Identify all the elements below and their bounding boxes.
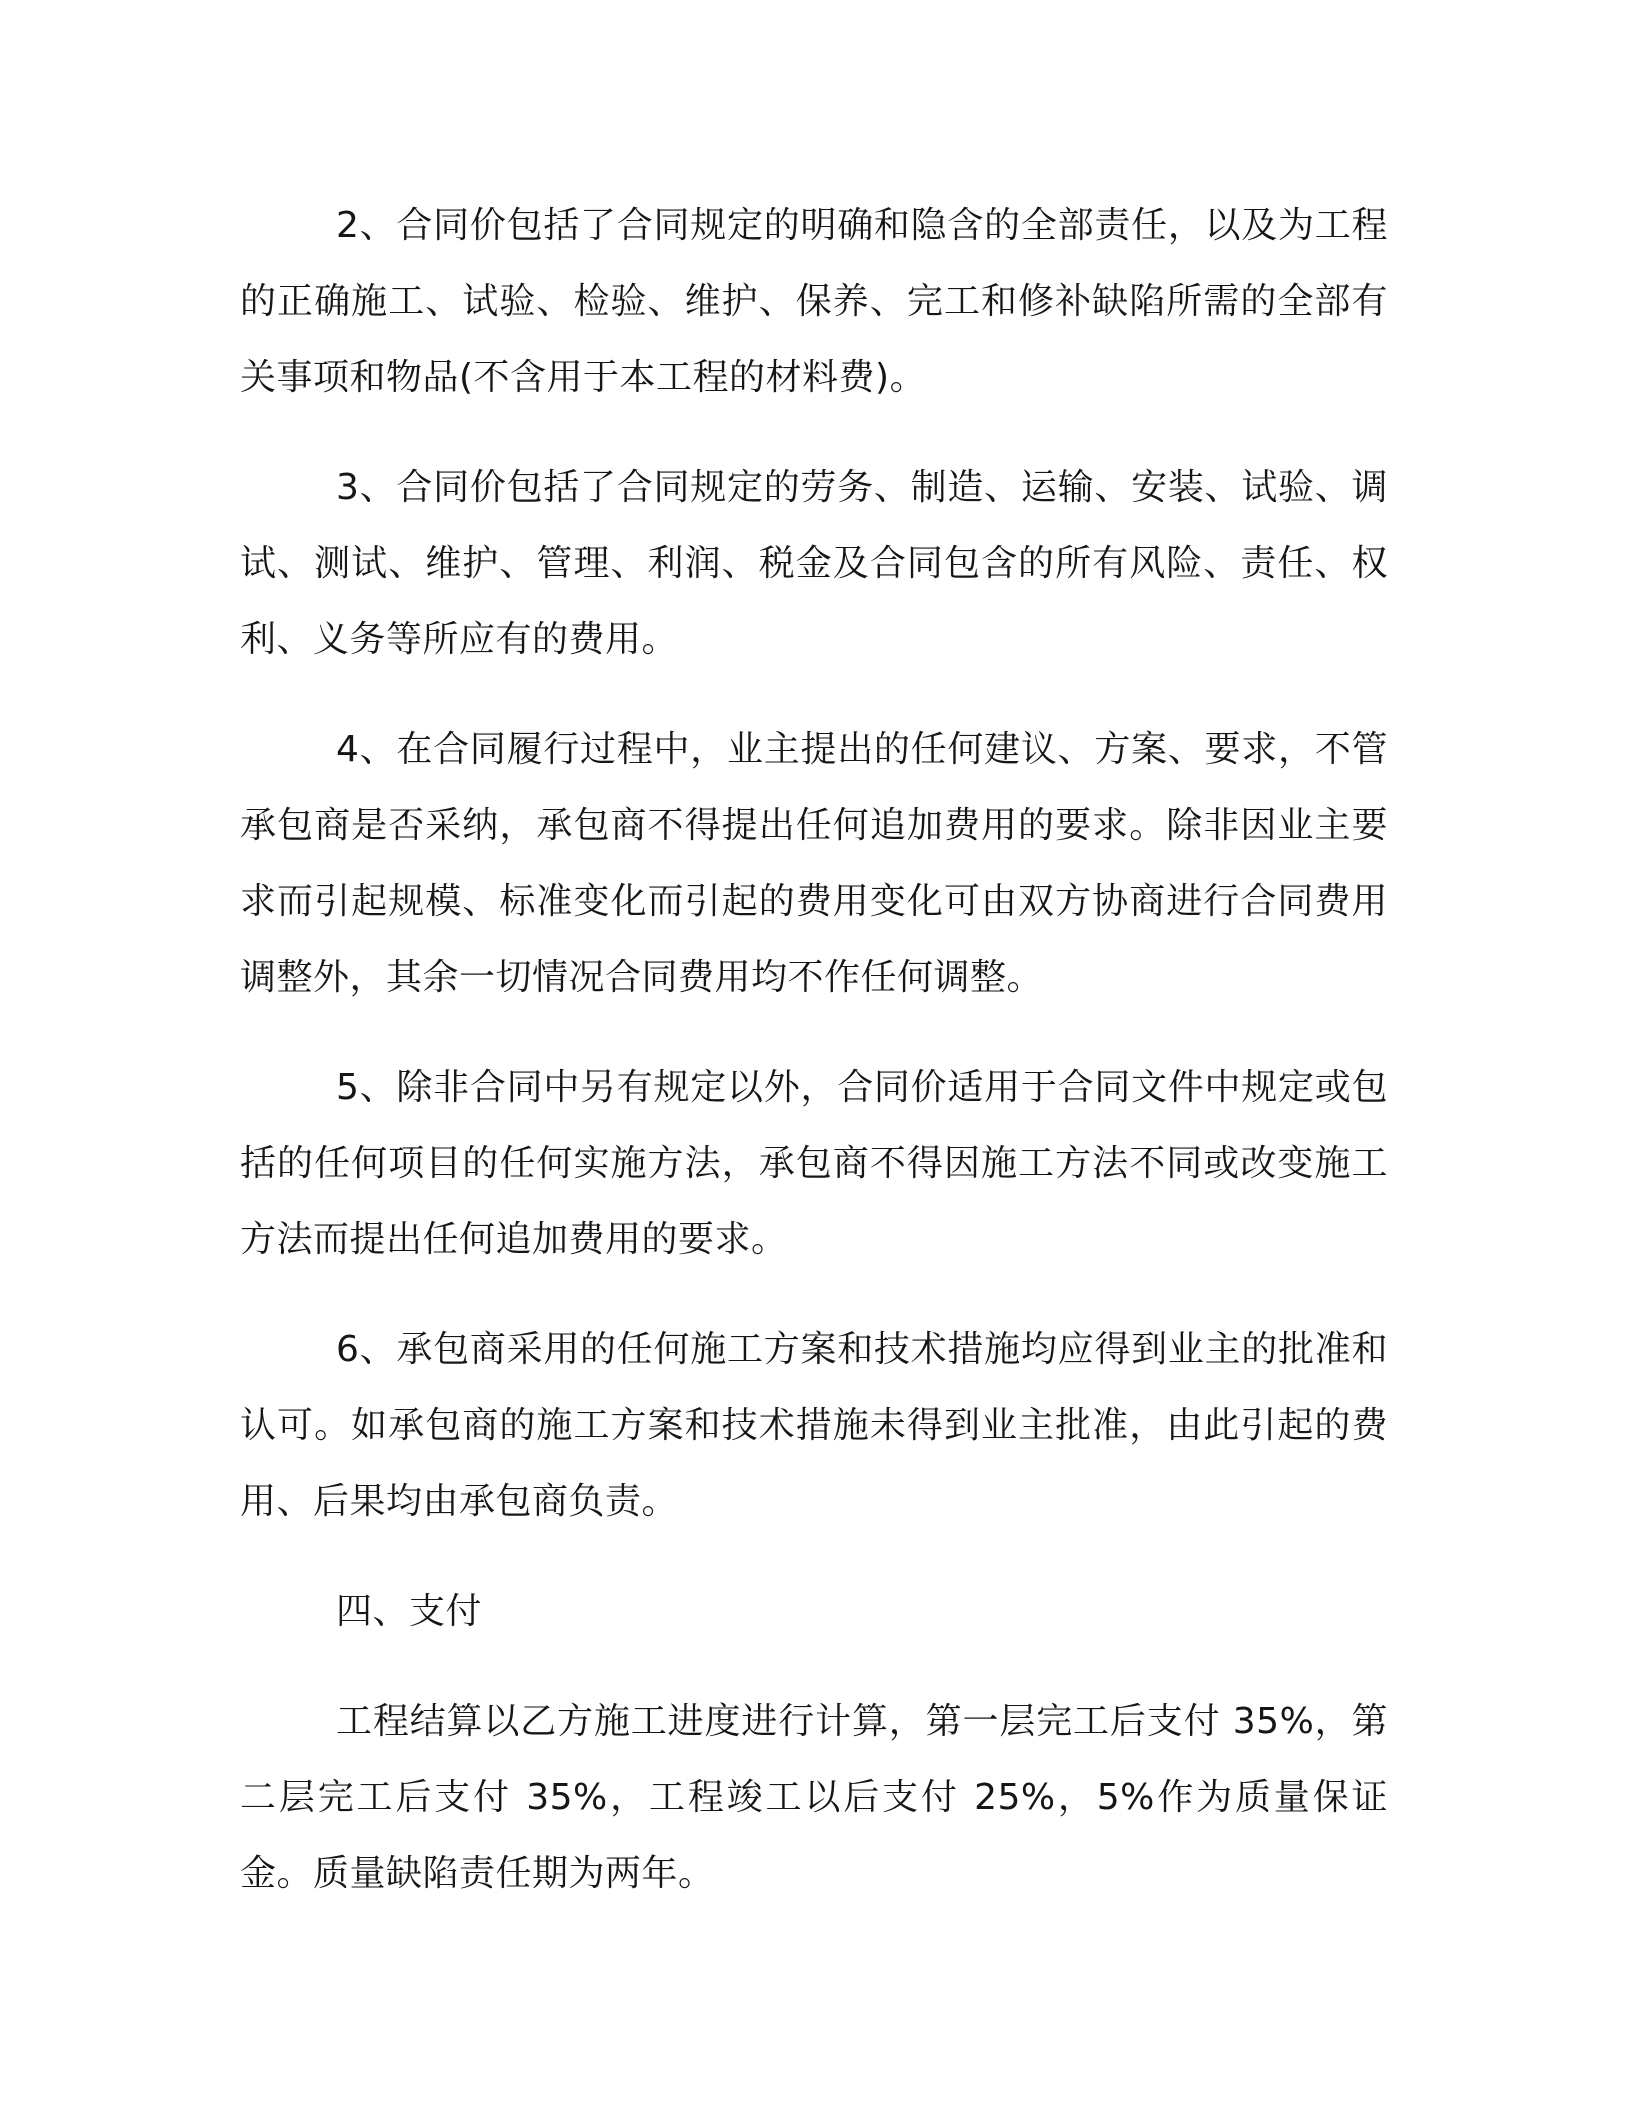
section-heading-payment: 四、支付	[336, 1591, 483, 1632]
clause-2-paragraph: 2、合同价包括了合同规定的明确和隐含的全部责任，以及为工程的正确施工、试验、检验、维护、保养、完工和修补缺陷所需的全部有关事项和物品(不含用于本工程的材料费)。	[240, 205, 1388, 398]
clause-6-paragraph: 6、承包商采用的任何施工方案和技术措施均应得到业主的批准和认可。如承包商的施工方案和技术措施未得到业主批准，由此引起的费用、后果均由承包商负责。	[240, 1329, 1388, 1522]
document-page	[240, 188, 1388, 1946]
clause-5-paragraph: 5、除非合同中另有规定以外，合同价适用于合同文件中规定或包括的任何项目的任何实施方法，承包商不得因施工方法不同或改变施工方法而提出任何追加费用的要求。	[240, 1067, 1388, 1260]
clause-3-paragraph: 3、合同价包括了合同规定的劳务、制造、运输、安装、试验、调试、测试、维护、管理、利润、税金及合同包含的所有风险、责任、权利、义务等所应有的费用。	[240, 467, 1388, 660]
clause-4-paragraph: 4、在合同履行过程中，业主提出的任何建议、方案、要求，不管承包商是否采纳，承包商不得提出任何追加费用的要求。除非因业主要求而引起规模、标准变化而引起的费用变化可由双方协商进行合同费用调整外，其余一切情况合同费用均不作任何调整。	[240, 729, 1388, 998]
payment-terms-paragraph: 工程结算以乙方施工进度进行计算，第一层完工后支付 35%，第二层完工后支付 35%，工程竣工以后支付 25%，5%作为质量保证金。质量缺陷责任期为两年。	[240, 1701, 1388, 1894]
